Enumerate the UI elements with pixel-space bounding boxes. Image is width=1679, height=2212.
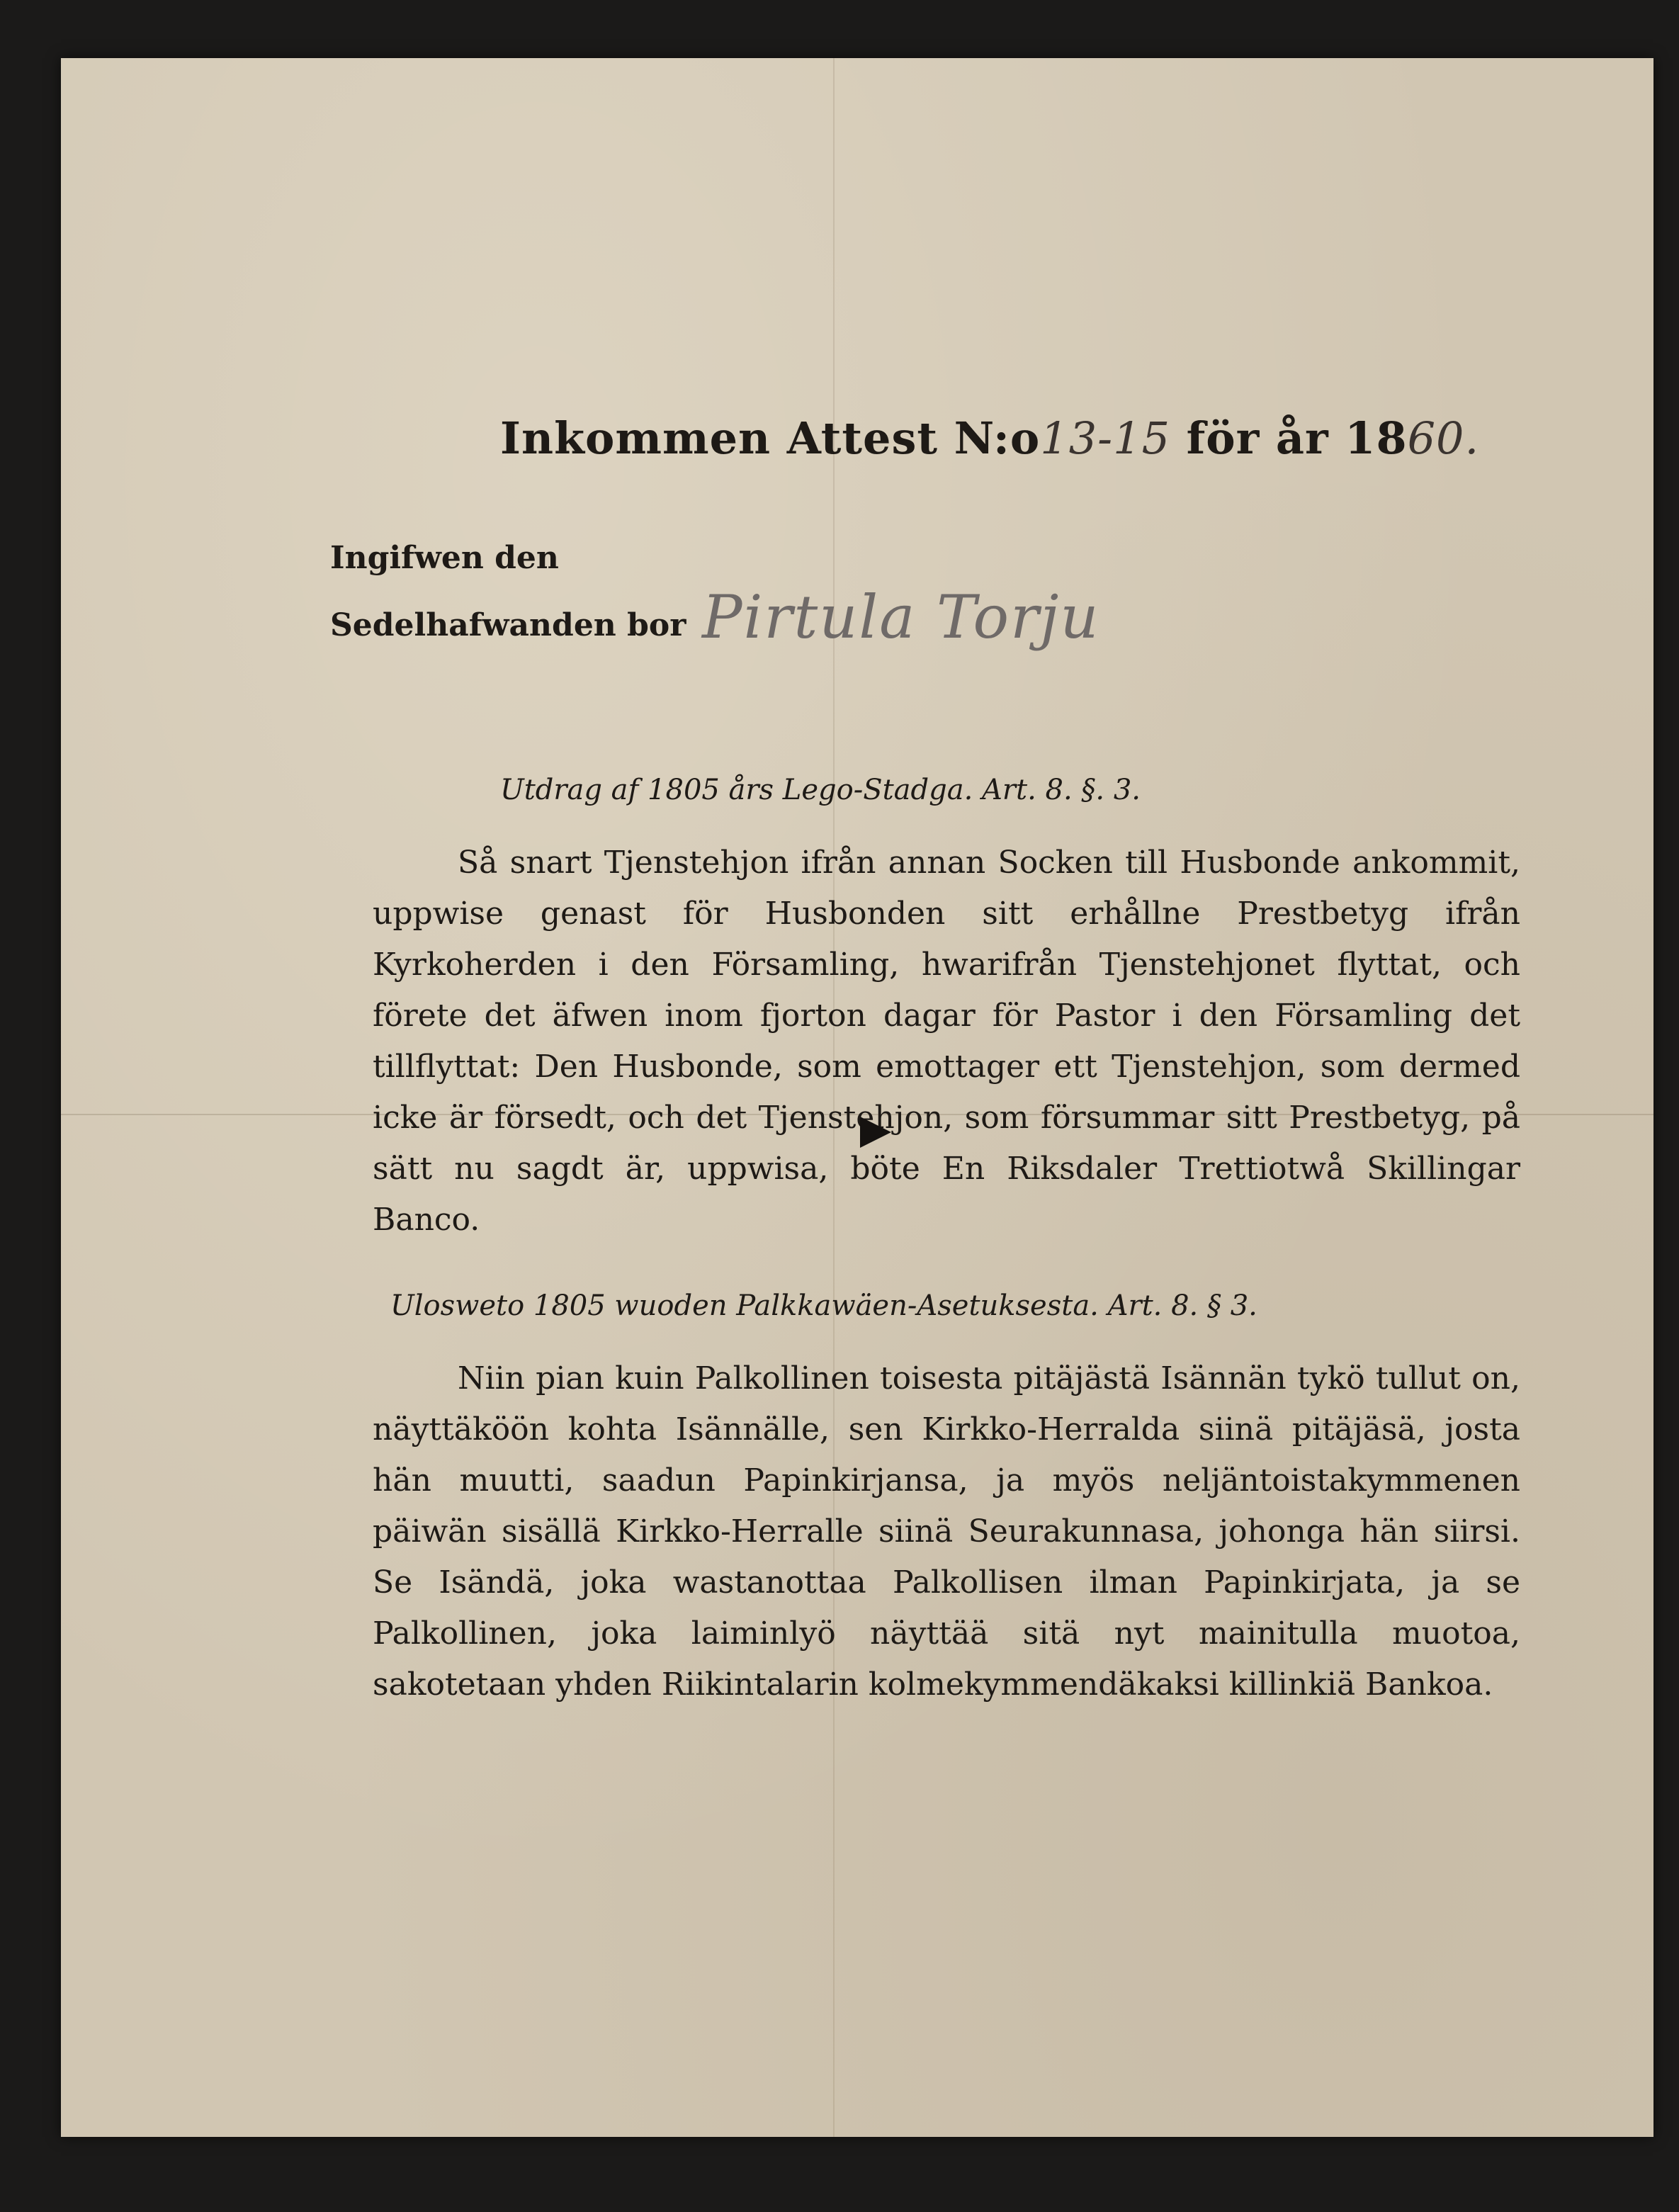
swedish-paragraph: Så snart Tjenstehjon ifrån annan Socken till Husbonde ankommit, uppwise genast för Husbonden sitt erhållne Prestbetyg ifrån Kyrkoherden i den Församling, hwarifrån Tjenstehjonet flyttat, och förete det äfwen inom fjorton dagar för Pastor i den Församling det tillflyttat: Den Husbonde, som emottager ett Tjenstehjon, som dermed icke är försedt, och det Tjenstehjon, som försummar sitt Prestbetyg, på sätt nu sagdt är, uppwisa, böte En Riksdaler Trettiotwå Skillingar Banco. [373, 845, 1520, 1238]
title-number-handwritten: 13-15 [1040, 412, 1171, 464]
triangle-mark-icon [860, 1117, 891, 1148]
title-year-printed: för år 18 [1186, 412, 1408, 464]
residence-label: Sedelhafwanden bor [330, 607, 686, 643]
title-printed: Inkommen Attest N:o [500, 412, 1041, 464]
submitted-date-label: Ingifwen den [330, 540, 559, 576]
title-year-handwritten: 60. [1407, 412, 1480, 464]
finnish-paragraph: Niin pian kuin Palkollinen toisesta pitäjästä Isännän tykö tullut on, näyttäköön kohta Isännälle, sen Kirkko-Herralda siinä pitäjäsä, josta hän muutti, saadun Papinkirjansa, ja myös neljäntoistakymmenen päiwän sisällä Kirkko-Herralle siinä Seurakunnasa, johonga hän siirsi. Se Isändä, joka wastanottaa Palkollisen ilman Papinkirjata, ja se Palkollinen, joka laiminlyö näyttää sitä nyt mainitulla muotoa, sakotetaan yhden Riikintalarin kolmekymmendäkaksi killinkiä Bankoa. [373, 1360, 1520, 1703]
document-title [500, 412, 1479, 464]
document-sheet [61, 58, 1653, 2137]
swedish-section-heading: Utdrag af 1805 års Lego-Stadga. Art. 8. §. 3. [500, 774, 1141, 806]
residence-value-handwritten: Pirtula Torju [702, 582, 1100, 652]
finnish-section-heading: Ulosweto 1805 wuoden Palkkawäen-Asetuksesta. Art. 8. § 3. [390, 1290, 1257, 1322]
